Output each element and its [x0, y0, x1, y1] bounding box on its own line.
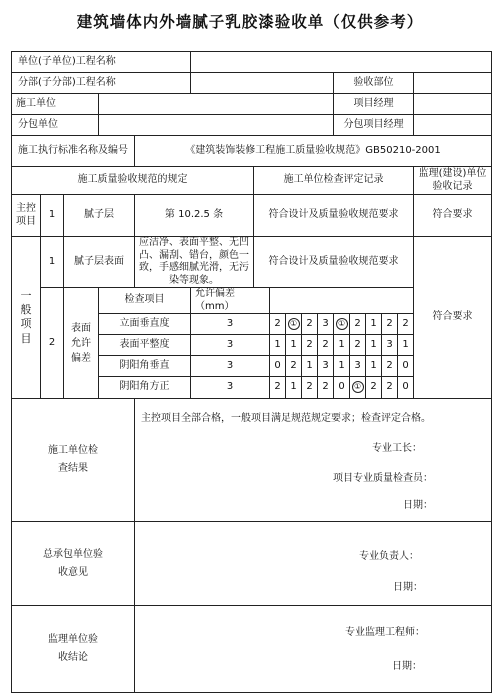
measured-value: 2: [302, 377, 318, 399]
general-supervision: 符合要求: [414, 237, 492, 399]
contractor-label: 施工单位: [12, 94, 99, 115]
measured-value: 1: [366, 335, 382, 356]
sub-manager-label: 分包项目经理: [334, 115, 414, 136]
unit-project-value[interactable]: [191, 52, 492, 73]
contractor-result-cell: [135, 399, 492, 522]
standard-value: 《建筑装饰装修工程施工质量验收规范》GB50210-2001: [135, 136, 492, 167]
measured-value: 0: [270, 356, 286, 377]
measured-value: 2: [302, 335, 318, 356]
contractor-result-label: 施工单位检查结果: [12, 399, 135, 522]
deviation-tolerance: 3: [191, 314, 270, 335]
spec-column-header: 施工质量验收规范的规定: [12, 167, 254, 195]
measured-value: 3: [350, 356, 366, 377]
main-control-spec: 第 10.2.5 条: [135, 195, 254, 237]
measured-value: 1: [302, 356, 318, 377]
measured-value: 2: [350, 314, 366, 335]
measured-value: 3: [318, 314, 334, 335]
main-control-item: 腻子层: [64, 195, 135, 237]
general-contractor-date-label: 日期：: [393, 582, 423, 593]
subcontractor-label: 分包单位: [12, 115, 99, 136]
deviation-item-name: 表面平整度: [99, 335, 191, 356]
measured-value: 2: [302, 314, 318, 335]
contractor-date-label: 日期：: [403, 500, 433, 511]
measured-value: 1: [270, 335, 286, 356]
measured-value: 2: [398, 314, 414, 335]
acceptance-table: [11, 51, 492, 693]
supervision-column-header: 监理(建设)单位验收记录: [414, 167, 492, 195]
sub-project-label: 分部(子分部)工程名称: [12, 73, 191, 94]
measured-value: 2: [366, 377, 382, 399]
measured-value: 2: [382, 377, 398, 399]
general-item2-name: 表面允许偏差: [64, 288, 99, 399]
measured-value: 2: [382, 356, 398, 377]
measured-value: ①: [334, 314, 350, 335]
unit-project-label: 单位(子单位)工程名称: [12, 52, 191, 73]
measured-value: 1: [334, 335, 350, 356]
contractor-value[interactable]: [99, 94, 334, 115]
deviation-tolerance: 3: [191, 377, 270, 399]
measured-value: 2: [270, 314, 286, 335]
measured-value: 0: [398, 356, 414, 377]
general-item1-name: 腻子层表面: [64, 237, 135, 288]
measured-value: 2: [318, 335, 334, 356]
deviation-item-name: 阴阳角方正: [99, 377, 191, 399]
sub-project-value[interactable]: [191, 73, 334, 94]
general-item1-result: 符合设计及质量验收规范要求: [254, 237, 414, 288]
measured-value: 3: [382, 335, 398, 356]
principal-signature-label: 专业负责人：: [359, 551, 419, 562]
acceptance-form: [11, 51, 491, 672]
deviation-item-name: 立面垂直度: [99, 314, 191, 335]
measured-value: 2: [382, 314, 398, 335]
supervisor-cell: [135, 606, 492, 693]
project-manager-label: 项目经理: [334, 94, 414, 115]
measured-value: 2: [350, 335, 366, 356]
measured-value: 2: [286, 356, 302, 377]
measured-value: 1: [286, 377, 302, 399]
acceptance-part-value[interactable]: [414, 73, 492, 94]
subcontractor-value[interactable]: [99, 115, 334, 136]
deviation-tolerance: 3: [191, 356, 270, 377]
check-item-header: 检查项目: [99, 288, 191, 314]
main-control-supervision: 符合要求: [414, 195, 492, 237]
main-control-label: 主控项目: [12, 195, 41, 237]
general-item1-spec: 应洁净、表面平整、无凹凸、漏刮、错台，颜色一致，手感细腻光滑，无污染等现象。: [135, 237, 254, 288]
supervisor-date-label: 日期：: [392, 661, 422, 672]
measured-value: ①: [286, 314, 302, 335]
measured-value: 1: [366, 356, 382, 377]
measured-value: 0: [334, 377, 350, 399]
engineer-signature-label: 专业监理工程师：: [345, 627, 425, 638]
general-contractor-cell: [135, 522, 492, 606]
general-item1-no: 1: [41, 237, 64, 288]
main-control-result: 符合设计及质量验收规范要求: [254, 195, 414, 237]
measured-value: 1: [366, 314, 382, 335]
measured-value: 1: [334, 356, 350, 377]
measured-values-header: [270, 288, 492, 314]
general-item2-no: 2: [41, 288, 64, 399]
deviation-item-name: 阴阳角垂直: [99, 356, 191, 377]
measured-value: 3: [318, 356, 334, 377]
acceptance-part-label: 验收部位: [334, 73, 414, 94]
page-title: 建筑墙体内外墙腻子乳胶漆验收单（仅供参考）: [76, 13, 424, 31]
main-control-no: 1: [41, 195, 64, 237]
sub-manager-value[interactable]: [414, 115, 492, 136]
inspector-signature-label: 项目专业质量检查员：: [333, 473, 433, 484]
project-manager-value[interactable]: [414, 94, 492, 115]
measured-value: 0: [398, 377, 414, 399]
measured-value: 1: [398, 335, 414, 356]
deviation-tolerance: 3: [191, 335, 270, 356]
general-label: 一般项目: [12, 237, 41, 399]
general-contractor-label: 总承包单位验收意见: [12, 522, 135, 606]
tolerance-header: 允许偏差（mm）: [191, 288, 270, 314]
supervisor-label: 监理单位验收结论: [12, 606, 135, 693]
contractor-result-text: 主控项目全部合格，一般项目满足规范规定要求；检查评定合格。: [141, 413, 431, 424]
foreman-signature-label: 专业工长：: [372, 443, 422, 454]
measured-value: ①: [350, 377, 366, 399]
check-column-header: 施工单位检查评定记录: [254, 167, 414, 195]
measured-value: 2: [270, 377, 286, 399]
measured-value: 2: [318, 377, 334, 399]
standard-label: 施工执行标准名称及编号: [12, 136, 135, 167]
measured-value: 1: [286, 335, 302, 356]
